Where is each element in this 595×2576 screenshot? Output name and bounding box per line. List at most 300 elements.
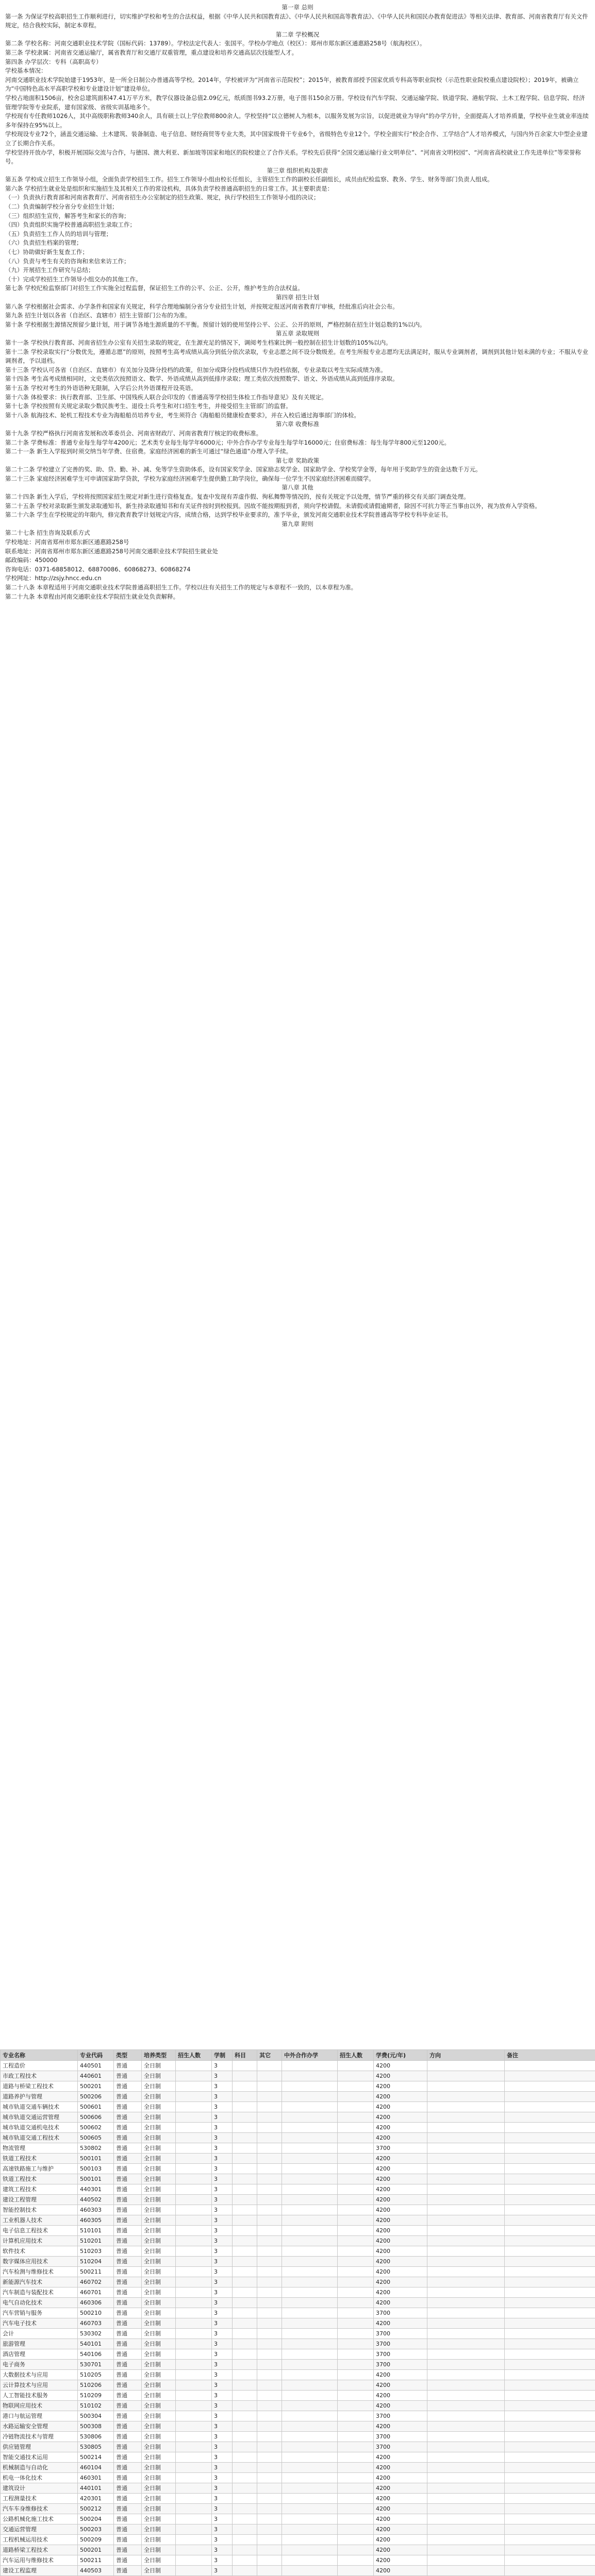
table-cell: 全日制: [142, 2339, 176, 2349]
paragraph: 第九条 招生计划以各省（自治区、直辖市）招生主管部门公布的为准。: [5, 312, 191, 319]
table-cell: 城市轨道交通工程技术: [1, 2133, 78, 2143]
table-cell: [338, 2318, 374, 2329]
table-cell: [176, 2092, 212, 2102]
table-cell: [427, 2566, 505, 2576]
table-cell: [257, 2184, 282, 2195]
table-cell: [233, 2246, 257, 2257]
table-cell: [427, 2071, 505, 2081]
table-row: [1, 2215, 595, 2226]
table-cell: [427, 2215, 505, 2226]
table-cell: [257, 2123, 282, 2133]
table-cell: [176, 2164, 212, 2174]
table-cell: 3: [212, 2287, 233, 2298]
table-cell: 全日制: [142, 2308, 176, 2318]
table-cell: [505, 2514, 595, 2524]
table-cell: 普通: [114, 2215, 142, 2226]
table-cell: [338, 2504, 374, 2514]
table-cell: [233, 2226, 257, 2236]
table-cell: 普通: [114, 2257, 142, 2267]
table-cell: [176, 2524, 212, 2535]
column-header: 中外合作办学: [282, 2050, 338, 2061]
paragraph: 第二十五条 学校对录取新生颁发录取通知书，新生持录取通知书和有关证件按时到校报到。因故不能按期报到者，须向学校请假。未请假或请假逾期者，除因不可抗力等正当事由以外，视为放弃入学资格。: [5, 502, 541, 510]
table-cell: [338, 2195, 374, 2205]
table-cell: 530802: [78, 2143, 114, 2154]
table-cell: [338, 2566, 374, 2576]
table-cell: [505, 2473, 595, 2483]
table-cell: [505, 2174, 595, 2184]
column-header: 类型: [114, 2050, 142, 2061]
table-row: [1, 2226, 595, 2236]
table-cell: 4200: [374, 2380, 427, 2391]
table-cell: 智能交通技术运用: [1, 2452, 78, 2463]
table-cell: 530302: [78, 2329, 114, 2339]
table-cell: 3: [212, 2184, 233, 2195]
table-cell: [257, 2277, 282, 2287]
table-cell: 3: [212, 2524, 233, 2535]
table-cell: 4200: [374, 2494, 427, 2504]
table-cell: [282, 2349, 338, 2360]
table-row: [1, 2463, 595, 2473]
table-cell: 数字媒体应用技术: [1, 2257, 78, 2267]
table-cell: 普通: [114, 2267, 142, 2277]
table-cell: 460303: [78, 2205, 114, 2215]
table-cell: 普通: [114, 2154, 142, 2164]
table-row: [1, 2092, 595, 2102]
table-cell: 3700: [374, 2308, 427, 2318]
chapter-heading: 第四章 招生计划: [275, 294, 320, 301]
table-cell: [176, 2514, 212, 2524]
table-cell: 普通: [114, 2452, 142, 2463]
table-cell: [427, 2318, 505, 2329]
table-cell: 460701: [78, 2287, 114, 2298]
table-cell: [257, 2524, 282, 2535]
table-cell: [427, 2112, 505, 2123]
table-cell: [427, 2061, 505, 2071]
table-cell: 4200: [374, 2164, 427, 2174]
table-cell: 500605: [78, 2133, 114, 2143]
table-cell: [427, 2524, 505, 2535]
table-row: [1, 2391, 595, 2401]
table-cell: [233, 2092, 257, 2102]
table-cell: 3: [212, 2432, 233, 2442]
table-cell: [257, 2370, 282, 2380]
table-cell: 港口与航运管理: [1, 2411, 78, 2421]
table-cell: 全日制: [142, 2226, 176, 2236]
table-cell: [257, 2494, 282, 2504]
table-cell: [176, 2555, 212, 2566]
table-cell: [176, 2452, 212, 2463]
table-cell: 4200: [374, 2504, 427, 2514]
table-cell: 500101: [78, 2154, 114, 2164]
table-cell: 3: [212, 2349, 233, 2360]
table-cell: 4200: [374, 2370, 427, 2380]
table-cell: [233, 2318, 257, 2329]
table-cell: [176, 2391, 212, 2401]
table-cell: 440301: [78, 2184, 114, 2195]
table-row: [1, 2349, 595, 2360]
table-cell: [505, 2411, 595, 2421]
table-cell: [257, 2112, 282, 2123]
table-cell: 全日制: [142, 2215, 176, 2226]
column-header: 备注: [505, 2050, 595, 2061]
column-header: 学费(元/年): [374, 2050, 427, 2061]
table-cell: 500103: [78, 2164, 114, 2174]
table-cell: [338, 2277, 374, 2287]
table-cell: 500101: [78, 2174, 114, 2184]
table-row: [1, 2257, 595, 2267]
table-cell: 4200: [374, 2061, 427, 2071]
table-cell: [505, 2267, 595, 2277]
table-cell: [282, 2277, 338, 2287]
table-cell: [338, 2514, 374, 2524]
table-cell: [233, 2154, 257, 2164]
chapter-heading: 第九章 附则: [282, 520, 313, 528]
table-cell: [257, 2061, 282, 2071]
table-cell: [176, 2370, 212, 2380]
table-cell: [257, 2339, 282, 2349]
table-cell: 工业机器人技术: [1, 2215, 78, 2226]
table-cell: 440502: [78, 2195, 114, 2205]
table-cell: 会计: [1, 2329, 78, 2339]
table-cell: [427, 2133, 505, 2143]
table-cell: [338, 2184, 374, 2195]
table-cell: 云计算技术与应用: [1, 2380, 78, 2391]
table-row: [1, 2205, 595, 2215]
chapter-heading: 第三章 组织机构及职责: [267, 166, 328, 174]
table-cell: [233, 2133, 257, 2143]
table-cell: [176, 2236, 212, 2246]
paragraph: 联系地址：河南省郑州市郑东新区通惠路258号河南交通职业技术学院招生就业处: [5, 547, 218, 555]
table-cell: [176, 2061, 212, 2071]
table-cell: 全日制: [142, 2545, 176, 2555]
table-cell: [505, 2236, 595, 2246]
table-cell: [282, 2524, 338, 2535]
table-cell: 3700: [374, 2411, 427, 2421]
table-cell: [257, 2164, 282, 2174]
table-cell: [233, 2494, 257, 2504]
paragraph: 第二十条 学费标准：普通专业每生每学年4200元；艺术类专业每生每学年6000元；中外合作办学专业每生每学年16000元；住宿费标准：每生每学年800元至1200元。: [5, 438, 450, 446]
table-cell: 500203: [78, 2524, 114, 2535]
table-cell: [505, 2143, 595, 2154]
table-cell: 510205: [78, 2370, 114, 2380]
table-cell: 500304: [78, 2411, 114, 2421]
table-cell: 460703: [78, 2318, 114, 2329]
table-cell: [427, 2123, 505, 2133]
table-cell: [176, 2267, 212, 2277]
table-row: [1, 2102, 595, 2112]
table-cell: 420301: [78, 2494, 114, 2504]
table-cell: 3700: [374, 2329, 427, 2339]
table-cell: 全日制: [142, 2463, 176, 2473]
table-cell: [233, 2473, 257, 2483]
table-cell: [176, 2442, 212, 2452]
table-cell: [338, 2112, 374, 2123]
table-cell: 4200: [374, 2092, 427, 2102]
table-cell: [282, 2504, 338, 2514]
paragraph: （三）组织招生宣传，解答考生和家长的咨询；: [5, 212, 130, 219]
table-cell: [176, 2102, 212, 2112]
table-cell: [427, 2226, 505, 2236]
table-cell: [233, 2257, 257, 2267]
table-cell: 4200: [374, 2318, 427, 2329]
table-cell: 3: [212, 2442, 233, 2452]
table-cell: 4200: [374, 2195, 427, 2205]
table-cell: 4200: [374, 2545, 427, 2555]
table-cell: 3: [212, 2535, 233, 2545]
chapter-heading: 第七章 奖助政策: [275, 456, 320, 464]
table-cell: 旅游管理: [1, 2339, 78, 2349]
table-cell: 4200: [374, 2391, 427, 2401]
table-cell: [233, 2452, 257, 2463]
table-cell: 440101: [78, 2483, 114, 2494]
table-cell: [233, 2061, 257, 2071]
table-cell: 4200: [374, 2102, 427, 2112]
table-row: [1, 2298, 595, 2308]
table-cell: [282, 2380, 338, 2391]
table-row: [1, 2164, 595, 2174]
table-cell: 4200: [374, 2566, 427, 2576]
table-cell: 全日制: [142, 2432, 176, 2442]
table-cell: [338, 2421, 374, 2432]
table-cell: 540106: [78, 2349, 114, 2360]
table-cell: [338, 2174, 374, 2184]
table-cell: [257, 2329, 282, 2339]
table-cell: 全日制: [142, 2360, 176, 2370]
table-cell: 物流管理: [1, 2143, 78, 2154]
table-cell: [176, 2421, 212, 2432]
enrollment-plan-table: [0, 2049, 595, 2576]
table-cell: [257, 2298, 282, 2308]
table-cell: [282, 2154, 338, 2164]
table-cell: 500206: [78, 2092, 114, 2102]
table-cell: 4200: [374, 2257, 427, 2267]
table-cell: [338, 2463, 374, 2473]
paragraph: 第十三条 学校认可各省（自治区、直辖市）有关加分及降分投档的政策，但加分或降分投档成绩只作为投档依据，专业录取以考生实际成绩为准。: [5, 366, 387, 374]
table-cell: 3: [212, 2339, 233, 2349]
table-cell: 普通: [114, 2092, 142, 2102]
table-cell: [505, 2349, 595, 2360]
column-header: 其它: [257, 2050, 282, 2061]
table-cell: [282, 2184, 338, 2195]
table-cell: 道路桥梁工程技术: [1, 2545, 78, 2555]
table-cell: 工程机械运用技术: [1, 2535, 78, 2545]
table-cell: 全日制: [142, 2205, 176, 2215]
table-cell: [282, 2535, 338, 2545]
table-cell: 3: [212, 2391, 233, 2401]
table-cell: [257, 2205, 282, 2215]
paragraph: （八）负责与考生有关的咨询和来信来访工作；: [5, 257, 130, 265]
table-cell: 3: [212, 2154, 233, 2164]
table-cell: [427, 2421, 505, 2432]
table-cell: [282, 2102, 338, 2112]
paragraph: 第十七条 学校按照有关规定录取少数民族考生、退役士兵考生和对口招生考生，并接受招生主管部门的监督。: [5, 402, 292, 410]
table-cell: [233, 2555, 257, 2566]
table-cell: [505, 2081, 595, 2092]
paragraph: 第三条 学校隶属：河南省交通运输厅，属省教育厅和交通厅双重管理，重点建设和培养交通高层次技能型人才。: [5, 48, 298, 56]
table-cell: 3: [212, 2246, 233, 2257]
table-row: [1, 2483, 595, 2494]
table-cell: 全日制: [142, 2421, 176, 2432]
paragraph: 第六条 学校招生就业处是组织和实施招生及其相关工作的常设机构，具体负责学校普通高职招生的日常工作。其主要职责是：: [5, 184, 334, 192]
table-cell: [427, 2411, 505, 2421]
table-cell: 530805: [78, 2442, 114, 2452]
table-cell: [282, 2226, 338, 2236]
table-cell: [282, 2463, 338, 2473]
table-cell: 道路与桥梁工程技术: [1, 2081, 78, 2092]
table-cell: 全日制: [142, 2473, 176, 2483]
table-cell: [338, 2308, 374, 2318]
table-cell: 机电一体化技术: [1, 2473, 78, 2483]
table-cell: [176, 2123, 212, 2133]
paragraph: 第二十八条 本章程适用于河南交通职业技术学院普通高职招生工作。学校以往有关招生工作的规定与本章程不一致的，以本章程为准。: [5, 584, 357, 591]
table-cell: [176, 2154, 212, 2164]
table-cell: 全日制: [142, 2081, 176, 2092]
column-header: 招生人数: [176, 2050, 212, 2061]
table-cell: 全日制: [142, 2494, 176, 2504]
table-cell: [505, 2257, 595, 2267]
table-cell: [176, 2401, 212, 2411]
table-cell: [282, 2452, 338, 2463]
table-cell: 3: [212, 2277, 233, 2287]
table-cell: 510204: [78, 2257, 114, 2267]
paragraph: 第十五条 学校对考生的外语语种无限制，入学后公共外语课程开设英语。: [5, 384, 197, 392]
table-cell: [233, 2081, 257, 2092]
table-cell: 460305: [78, 2215, 114, 2226]
table-cell: 500214: [78, 2452, 114, 2463]
table-cell: 普通: [114, 2421, 142, 2432]
paragraph: （七）协助做好新生复查工作；: [5, 248, 88, 256]
table-cell: 500606: [78, 2112, 114, 2123]
paragraph: 第四条 办学层次：专科（高职高专）: [5, 58, 102, 65]
table-cell: 4200: [374, 2112, 427, 2123]
table-cell: 3: [212, 2555, 233, 2566]
table-cell: 电子商务: [1, 2360, 78, 2370]
table-cell: 4200: [374, 2123, 427, 2133]
table-cell: [427, 2442, 505, 2452]
table-row: [1, 2329, 595, 2339]
table-cell: [505, 2452, 595, 2463]
table-cell: [282, 2112, 338, 2123]
table-cell: [176, 2257, 212, 2267]
table-cell: 全日制: [142, 2535, 176, 2545]
table-cell: 3: [212, 2081, 233, 2092]
table-row: [1, 2061, 595, 2071]
table-cell: 建设工程监理: [1, 2566, 78, 2576]
table-row: [1, 2432, 595, 2442]
table-cell: [176, 2112, 212, 2123]
table-cell: [257, 2566, 282, 2576]
table-cell: [427, 2329, 505, 2339]
table-cell: [338, 2092, 374, 2102]
table-cell: [233, 2391, 257, 2401]
table-cell: [257, 2545, 282, 2555]
table-cell: [282, 2339, 338, 2349]
table-cell: 3: [212, 2133, 233, 2143]
table-cell: [338, 2236, 374, 2246]
table-cell: 冷链物流技术与管理: [1, 2432, 78, 2442]
table-cell: 4200: [374, 2246, 427, 2257]
table-cell: [338, 2545, 374, 2555]
paragraph: （四）负责组织实施学校普通高职招生录取工作；: [5, 221, 136, 229]
table-cell: [257, 2257, 282, 2267]
table-cell: 3: [212, 2566, 233, 2576]
column-header: 专业名称: [1, 2050, 78, 2061]
table-row: [1, 2081, 595, 2092]
table-cell: 4200: [374, 2555, 427, 2566]
table-cell: 全日制: [142, 2061, 176, 2071]
table-cell: [176, 2339, 212, 2349]
table-cell: 汽车运用与维修技术: [1, 2555, 78, 2566]
table-cell: 工程测量技术: [1, 2494, 78, 2504]
table-cell: 3: [212, 2463, 233, 2473]
table-cell: 全日制: [142, 2143, 176, 2154]
table-cell: 3: [212, 2205, 233, 2215]
table-cell: [505, 2112, 595, 2123]
paragraph: 第二条 学校名称：河南交通职业技术学院（国标代码：13789）。学校法定代表人：张国平。学校办学地点（校区）：郑州市郑东新区通惠路258号（航海校区）。: [5, 40, 426, 47]
table-cell: 4200: [374, 2215, 427, 2226]
table-cell: [282, 2123, 338, 2133]
table-cell: 普通: [114, 2391, 142, 2401]
table-cell: [176, 2535, 212, 2545]
table-cell: 普通: [114, 2360, 142, 2370]
column-header: 方向: [427, 2050, 505, 2061]
table-cell: 汽车制造与装配技术: [1, 2287, 78, 2298]
table-cell: [282, 2133, 338, 2143]
table-cell: [338, 2215, 374, 2226]
table-cell: 4200: [374, 2236, 427, 2246]
table-cell: 普通: [114, 2329, 142, 2339]
table-cell: [505, 2432, 595, 2442]
table-cell: [282, 2164, 338, 2174]
table-cell: [233, 2329, 257, 2339]
table-cell: [176, 2184, 212, 2195]
table-cell: [176, 2298, 212, 2308]
table-row: [1, 2154, 595, 2164]
table-cell: [427, 2298, 505, 2308]
table-cell: 3: [212, 2318, 233, 2329]
table-cell: [338, 2143, 374, 2154]
table-cell: 全日制: [142, 2555, 176, 2566]
table-cell: 4200: [374, 2226, 427, 2236]
table-cell: 铁道工程技术: [1, 2154, 78, 2164]
table-cell: 3: [212, 2257, 233, 2267]
admission-charter-text: [5, 3, 590, 2048]
table-cell: 500211: [78, 2555, 114, 2566]
table-cell: 全日制: [142, 2287, 176, 2298]
paragraph: （五）负责招生工作人员的培训与管理；: [5, 230, 112, 238]
table-row: [1, 2555, 595, 2566]
table-cell: [233, 2566, 257, 2576]
paragraph: 第十九条 学校严格执行河南省发展和改革委员会、河南省财政厅、河南省教育厅核定的收费标准。: [5, 429, 262, 437]
table-cell: [257, 2246, 282, 2257]
table-cell: [338, 2349, 374, 2360]
table-cell: [176, 2215, 212, 2226]
table-cell: [176, 2195, 212, 2205]
table-cell: 500210: [78, 2308, 114, 2318]
table-cell: [233, 2483, 257, 2494]
table-cell: [257, 2226, 282, 2236]
table-cell: 全日制: [142, 2071, 176, 2081]
table-cell: [176, 2483, 212, 2494]
table-cell: 普通: [114, 2081, 142, 2092]
table-cell: [282, 2236, 338, 2246]
paragraph: 学校占地面积1506亩，校舍总建筑面积47.41万平方米，教学仪器设备总值2.09亿元，纸质图书93.2万册，电子图书150余万册。学校设有汽车学院、交通运输学院、铁道学院、港航学院、土木工程学院、信息学院、经济管理学院等专业院系，建有国家级、省级实训基地多个。: [5, 94, 585, 111]
table-cell: [505, 2463, 595, 2473]
paragraph: 第一条 为保证学校高职招生工作顺利进行，切实维护学校和考生的合法权益，根据《中华人民共和国教育法》、《中华人民共和国高等教育法》、《中华人民共和国民办教育促进法》等相关法律、教育部、河南省教育厅有关文件规定，结合我校实际，制定本章程。: [5, 12, 588, 29]
table-cell: 3: [212, 2236, 233, 2246]
table-cell: [282, 2092, 338, 2102]
table-cell: [505, 2061, 595, 2071]
